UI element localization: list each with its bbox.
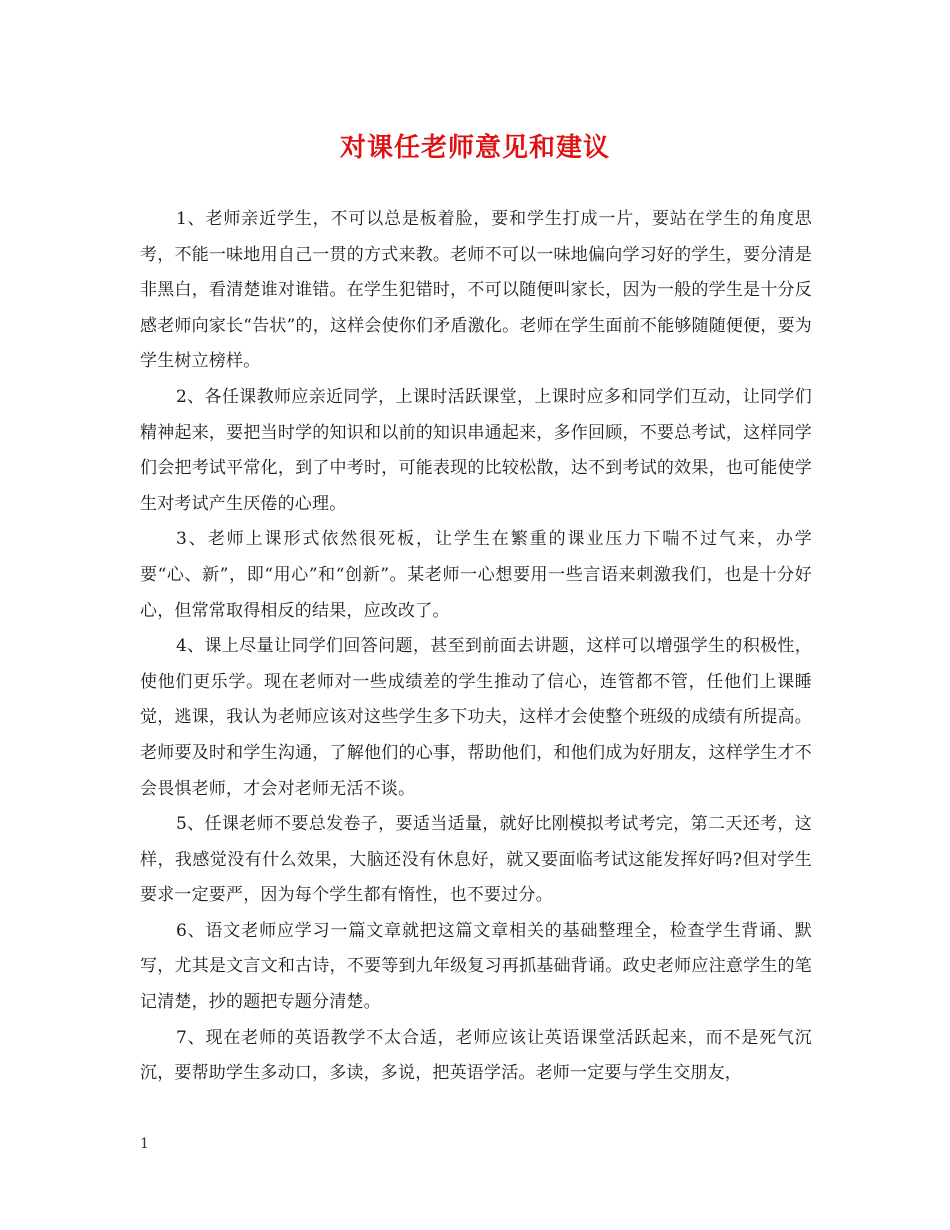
paragraph-6: 6、语文老师应学习一篇文章就把这篇文章相关的基础整理全，检查学生背诵、默写，尤其是文言文和古诗，不要等到九年级复习再抓基础背诵。政史老师应注意学生的笔记清楚，抄的题把专题分清楚。 <box>140 920 812 1013</box>
document-title: 对课任老师意见和建议 <box>339 133 610 163</box>
page-number: 1 <box>140 1136 149 1152</box>
paragraph-7: 7、现在老师的英语教学不太合适，老师应该让英语课堂活跃起来，而不是死气沉沉，要帮助学生多动口，多读，多说，把英语学活。老师一定要与学生交朋友， <box>140 1027 812 1084</box>
paragraph-3: 3、老师上课形式依然很死板，让学生在繁重的课业压力下喘不过气来，办学要“心、新”，即“用心”和“创新”。某老师一心想要用一些言语来刺激我们，也是十分好心，但常常取得相反的结果，应改改了。 <box>140 529 812 621</box>
paragraph-2: 2、各任课教师应亲近同学，上课时活跃课堂，上课时应多和同学们互动，让同学们精神起来，要把当时学的知识和以前的知识串通起来，多作回顾，不要总考试，这样同学们会把考试平常化，到了中考时，可能表现的比较松散，达不到考试的效果，也可能使学生对考试产生厌倦的心理。 <box>140 386 812 514</box>
paragraph-1: 1、老师亲近学生，不可以总是板着脸，要和学生打成一片，要站在学生的角度思考，不能一味地用自己一贯的方式来教。老师不可以一味地偏向学习好的学生，要分清是非黑白，看清楚谁对谁错。在学生犯错时，不可以随便叫家长，因为一般的学生是十分反感老师向家长“告状”的，这样会使你们矛盾激化。老师在学生面前不能够随随便便，要为学生树立榜样。 <box>140 209 812 372</box>
paragraph-4: 4、课上尽量让同学们回答问题，甚至到前面去讲题，这样可以增强学生的积极性，使他们更乐学。现在老师对一些成绩差的学生推动了信心，连管都不管，任他们上课睡觉，逃课，我认为老师应该对这些学生多下功夫，这样才会使整个班级的成绩有所提高。老师要及时和学生沟通，了解他们的心事，帮助他们，和他们成为好朋友，这样学生才不会畏惧老师，才会对老师无活不谈。 <box>140 636 812 799</box>
document-body <box>140 202 812 1092</box>
paragraph-5: 5、任课老师不要总发卷子，要适当适量，就好比刚模拟考试考完，第二天还考，这样，我感觉没有什么效果，大脑还没有休息好，就又要面临考试这能发挥好吗?但对学生要求一定要严，因为每个学生都有惰性，也不要过分。 <box>140 814 812 906</box>
